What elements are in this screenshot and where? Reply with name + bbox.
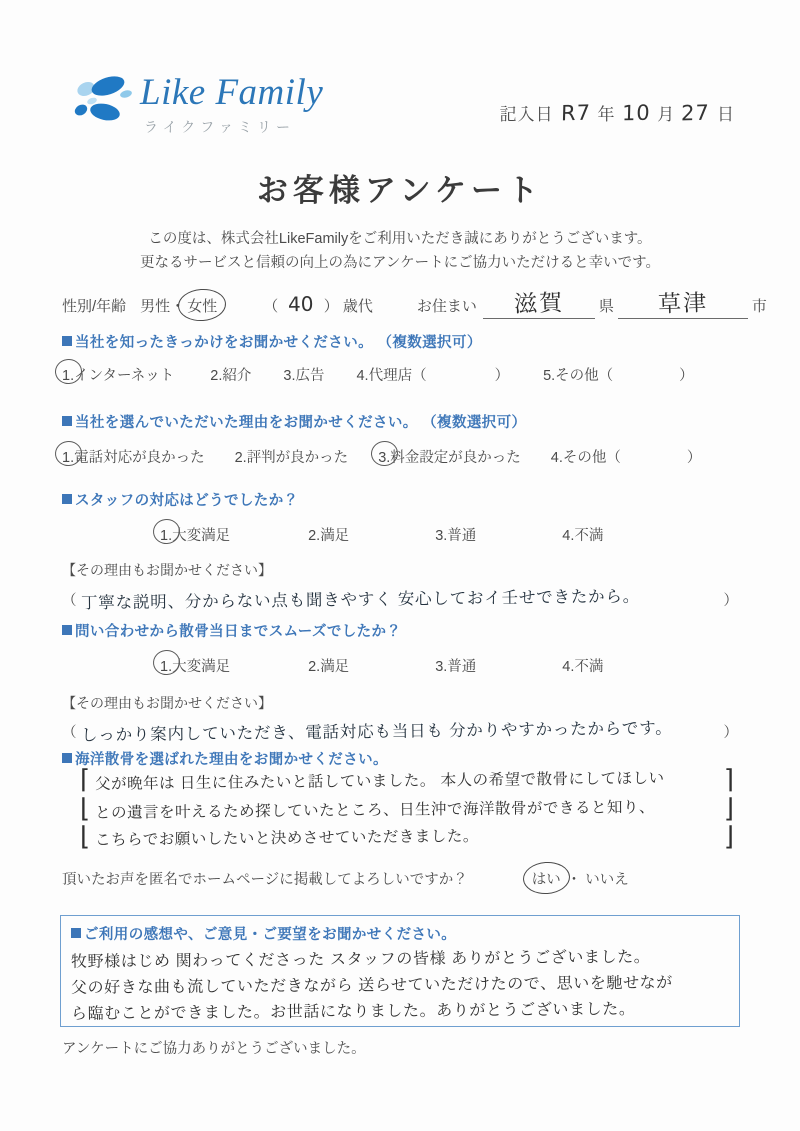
q3-reason-answer-row[interactable] [62,586,738,613]
bullet-square-icon [62,336,72,346]
q5-answer-text-3: こちらでお願いしたいと決めさせていただきました。 [95,828,480,850]
entry-date-month-unit: 月 [657,105,675,124]
entry-date-day-value: 27 [680,100,711,126]
question-3-options[interactable] [160,524,738,545]
question-3-title: スタッフの対応はどうでしたか？ [75,493,299,509]
entry-date-month-value: 10 [621,100,651,126]
city-unit: 市 [751,298,767,315]
closing-text: アンケートにご協力ありがとうございました。 [62,1041,366,1057]
question-4-options[interactable] [160,655,738,676]
q2-option-4[interactable] [551,446,702,467]
q1-option-4-num: 4. [356,368,369,384]
age-paren-close: ） [323,298,339,315]
q2-option-2[interactable] [235,446,349,467]
q4-reason-paren-open: （ [62,725,77,741]
q2-option-2-label: 評判が良かった [246,450,349,466]
q1-option-3[interactable] [283,364,324,385]
question-4-heading [62,620,738,641]
publish-option-no[interactable]: いいえ [585,872,629,888]
gender-age-label: 性別/年齢 [62,298,127,315]
bracket-close-icon: ⌉ [723,765,734,796]
age-unit: 歳代 [342,298,373,315]
publish-question: 頂いたお声を匿名でホームページに掲載してよろしいですか？ [62,872,468,888]
q3-option-4-num: 4. [562,528,575,544]
q5-answer-text-1: 父が晩年は 日生に住みたいと話していました。 本人の希望で散骨にしてほしい [95,770,665,794]
question-2-options[interactable] [62,446,738,467]
question-1-heading [62,331,738,352]
question-4-title: 問い合わせから散骨当日までスムーズでしたか？ [75,624,402,640]
q3-option-3-num: 3. [435,528,448,544]
q3-option-2-num: 2. [308,528,321,544]
bullet-square-icon [62,416,72,426]
q4-option-1[interactable] [160,655,230,676]
q4-option-4-label: 不満 [574,659,604,675]
q1-option-4-label: 代理店（ [368,368,427,384]
q3-option-4[interactable] [562,524,603,545]
q3-option-2[interactable] [308,524,349,545]
page-title: お客様アンケート [256,173,544,208]
brand-logo [72,72,323,137]
question-5-title: 海洋散骨を選ばれた理由をお聞かせください。 [75,752,388,768]
gender-option-male[interactable]: 男性 [140,298,171,315]
q4-option-2-num: 2. [308,659,321,675]
q3-reason-paren-close: ） [723,593,738,609]
q5-answer-line-2 [80,795,734,824]
q2-option-1-num: 1. [62,450,75,466]
entry-date-label: 記入日 [499,105,554,124]
comment-line-1: 牧野様はじめ 関わってくださった スタッフの皆様 ありがとうございました。 [70,948,651,971]
question-3-heading [62,489,738,510]
address-field[interactable] [417,285,767,319]
comment-line-3: ら臨むことができました。お世話になりました。ありがとうございました。 [70,1000,636,1023]
q3-option-2-label: 満足 [320,528,350,544]
q1-option-5-label: その他（ [555,368,614,384]
q3-option-3[interactable] [435,524,476,545]
q4-reason-paren-close: ） [723,725,738,741]
gender-separator: ・ [170,298,186,315]
bracket-open-icon: ⌈ [80,765,91,796]
question-2-title: 当社を選んでいただいた理由をお聞かせください。 [75,415,418,431]
q1-option-2-label: 紹介 [222,368,252,384]
age-value: 40 [288,291,314,317]
publish-permission-row[interactable] [62,868,738,889]
q4-option-3-num: 3. [435,659,448,675]
publish-option-yes[interactable]: はい [530,868,563,889]
bracket-mid-right-icon: ⌋ [723,793,734,824]
intro-line-1: この度は、株式会社LikeFamilyをご利用いただき誠にありがとうございます。 [148,231,652,247]
q4-option-1-num: 1. [160,659,173,675]
q3-option-3-label: 普通 [447,528,477,544]
q3-option-4-label: 不満 [574,528,604,544]
q1-option-5[interactable] [543,364,694,385]
q1-option-4-close: ） [494,368,510,384]
q2-option-3-num: 3. [378,450,391,466]
q1-option-2-num: 2. [210,368,223,384]
comment-box[interactable] [60,915,740,1027]
q2-option-1[interactable] [62,446,205,467]
personal-info-row [62,285,767,319]
q5-answer-line-3 [80,823,734,852]
gender-option-female[interactable]: 女性 [185,295,219,316]
bullet-square-icon [62,753,72,763]
q1-option-1-label: インターネット [74,368,175,384]
q2-option-4-num: 4. [550,450,563,466]
q1-option-2[interactable] [210,364,251,385]
q2-option-2-num: 2. [234,450,247,466]
q1-option-1-num: 1. [62,368,75,384]
city-value: 草津 [657,289,709,317]
q5-answer-block[interactable] [80,766,734,852]
q2-option-3[interactable] [378,446,521,467]
brand-kana: ライクファミリー [144,119,296,135]
leaf-logo-icon [72,72,134,126]
q3-reason-answer: 丁寧な説明、分からない点も聞きやすく 安心しておイ壬せできたから。 [80,587,640,613]
question-1-title: 当社を知ったきっかけをお聞かせください。 [75,335,373,351]
prefecture-unit: 県 [598,298,614,315]
entry-date-day-unit: 日 [717,105,734,124]
q1-option-5-close: ） [679,368,694,384]
q1-option-3-num: 3. [283,368,296,384]
q2-option-3-label: 料金設定が良かった [390,450,521,466]
q2-option-4-label: その他（ [562,450,621,466]
intro-line-2: 更なるサービスと信頼の向上の為にアンケートにご協力いただけると幸いです。 [140,254,660,271]
gender-choices[interactable] [140,295,219,316]
comment-box-heading [71,923,729,944]
entry-date [500,100,734,125]
brand-name: Like Family [140,72,324,113]
q4-option-3-label: 普通 [447,659,477,675]
q5-answer-text-2: との遺言を叶えるため探していたところ、日生沖で海洋散骨ができると知り、 [95,798,656,822]
q3-reason-paren-open: （ [62,593,77,609]
q1-option-4[interactable] [356,364,509,385]
question-1-options[interactable] [62,364,738,385]
q4-option-3[interactable] [435,655,476,676]
bracket-mid-left-icon: ⌊ [80,793,91,824]
q1-option-1[interactable] [62,364,174,385]
age-field[interactable] [263,292,373,316]
bracket-bottom-right-icon: ⌋ [723,822,734,853]
question-2-heading [62,411,738,432]
q4-option-4[interactable] [562,655,603,676]
q1-option-5-num: 5. [543,368,556,384]
q4-option-4-num: 4. [562,659,575,675]
publish-choices[interactable] [530,868,629,889]
comment-line-2: 父の好きな曲も流していただきながら 送らせていただけたので、思いを馳せなが [70,974,673,997]
bullet-square-icon [71,928,81,938]
publish-separator: ・ [566,872,582,888]
q1-option-3-label: 広告 [295,368,325,384]
prefecture-value: 滋賀 [513,289,565,317]
q4-reason-answer: しっかり案内していただき、電話対応も当日も 分かりやすかったからです。 [80,719,673,745]
question-2-note: （複数選択可） [422,415,527,431]
entry-date-year-value: R7 [560,100,591,126]
q4-option-2-label: 満足 [320,659,350,675]
comment-box-text [71,947,729,1025]
age-paren-open: （ [263,298,279,315]
q3-reason-label: 【その理由もお聞かせください】 [62,562,272,578]
intro-text [0,228,800,276]
q3-option-1-label: 大変満足 [172,528,231,544]
bullet-square-icon [62,625,72,635]
question-1-note: （複数選択可） [377,335,482,351]
bracket-bottom-left-icon: ⌊ [80,822,91,853]
bullet-square-icon [62,494,72,504]
address-label: お住まい [416,298,477,315]
q4-option-2[interactable] [308,655,349,676]
q4-reason-label: 【その理由もお聞かせください】 [62,695,272,711]
comment-box-title: ご利用の感想や、ご意見・ご要望をお聞かせください。 [84,927,457,943]
q3-option-1[interactable] [160,524,230,545]
q2-option-1-label: 電話対応が良かった [74,450,205,466]
entry-date-year-unit: 年 [597,105,615,124]
q2-option-4-close: ） [686,450,702,466]
q5-answer-line-1 [80,766,734,795]
q4-option-1-label: 大変満足 [172,659,231,675]
q3-option-1-num: 1. [160,528,173,544]
q4-reason-answer-row[interactable] [62,718,738,745]
